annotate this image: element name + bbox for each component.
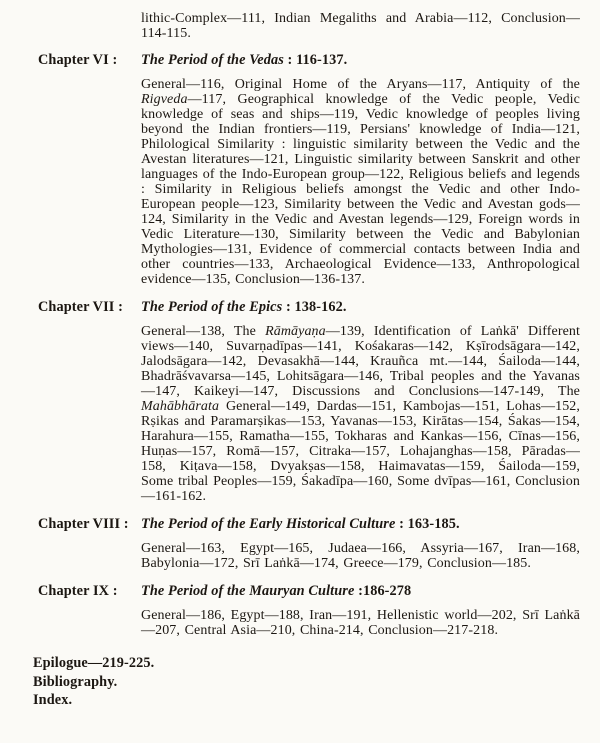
chapter-entry-viii bbox=[38, 516, 580, 571]
chapter-heading bbox=[38, 52, 580, 69]
chapter-title-line bbox=[141, 299, 347, 316]
chapter-pages: : 138-162. bbox=[282, 299, 347, 315]
chapter-summary: General—138, The Rāmāyaṇa—139, Identification of Laṅkā' Different views—140, Suvarṇadīpas—141, Kośakaras—142, Kṣīrodsāgara—142, Jalodsāgara—142, Devasakhā—144, Krauñca mt.—144, Śailoda—144, Bhadrāśvavarsa—145, Lohitsāgara—146, Tribal peoples and the Yavanas—147, Kaikeyi—147, Discussions and Conclusions—147-149, The Mahābhārata General—149, Dardas—151, Kambojas—151, Lohas—152, Rṣikas and Paramarṣikas—153, Yavanas—153, Kirātas—154, Śakas—154, Harahura—155, Ramatha—155, Tokharas and Kankas—156, Cīnas—156, Huṇas—157, Romā—157, Citraka—157, Lohajanghas—158, Pāradas—158, Kiṭava—158, Dvyakṣas—158, Haimavatas—159, Śailoda—159, Some tribal Peoples—159, Śakadīpa—160, Some dvīpas—161, Conclusion—161-162. bbox=[141, 324, 580, 504]
chapter-label: Chapter VI : bbox=[38, 52, 118, 68]
chapter-summary: General—116, Original Home of the Aryans—117, Antiquity of the Rigveda—117, Geographical knowledge of the Vedic people, Vedic knowledge of seas and ships—119, Vedic knowledge of peoples living beyond the Indian frontiers—119, Persians' knowledge of India—121, Philological Similarity : linguistic similarity between the Vedic and the Avestan literatures—121, Linguistic similarity between Sanskrit and other languages of the Indo-European group—122, Religious beliefs and legends : Similarity in Religious beliefs amongst the Vedic and other Indo-European people—123, Similarity between the Vedic and Avestan gods—124, Similarity in the Vedic and Avestan legends—129, Foreign words in Vedic Literature—130, Similarity between the Vedic and Babylonian Mythologies—131, Evidence of commercial contacts between India and other countries—133, Archaeological Evidence—133, Anthropological evidence—135, Conclusion—136-137. bbox=[141, 77, 580, 287]
chapter-title: The Period of the Epics bbox=[141, 299, 283, 315]
chapter-pages: :186-278 bbox=[354, 583, 412, 599]
index-line: Index. bbox=[33, 692, 73, 709]
chapter-title: The Period of the Mauryan Culture bbox=[141, 583, 355, 599]
chapter-title-line bbox=[141, 516, 460, 533]
chapter-title: The Period of the Vedas bbox=[141, 52, 284, 68]
continuation-paragraph: lithic-Complex—111, Indian Megaliths and Arabia—112, Conclusion—114-115. bbox=[141, 11, 580, 41]
epilogue-line: Epilogue—219-225. bbox=[33, 655, 155, 671]
chapter-label: Chapter IX : bbox=[38, 583, 118, 599]
chapter-pages: : 116-137. bbox=[283, 52, 348, 68]
chapter-label: Chapter VIII : bbox=[38, 516, 129, 532]
chapter-summary: General—186, Egypt—188, Iran—191, Hellenistic world—202, Srī Laṅkā—207, Central Asia—210, China-214, Conclusion—217-218. bbox=[141, 608, 580, 638]
chapter-entry-ix bbox=[38, 583, 580, 638]
chapter-entry-vii bbox=[38, 299, 580, 504]
chapter-title-line bbox=[141, 52, 347, 69]
chapter-heading bbox=[38, 516, 580, 533]
chapter-heading bbox=[38, 299, 580, 316]
bibliography-line: Bibliography. bbox=[33, 673, 118, 690]
chapter-entry-vi bbox=[38, 52, 580, 287]
chapter-pages: : 163-185. bbox=[395, 516, 460, 532]
chapter-title-line bbox=[141, 583, 411, 600]
chapter-summary: General—163, Egypt—165, Judaea—166, Assyria—167, Iran—168, Babylonia—172, Srī Laṅkā—174, Greece—179, Conclusion—185. bbox=[141, 541, 580, 571]
chapter-heading bbox=[38, 583, 580, 600]
chapter-label: Chapter VII : bbox=[38, 299, 123, 315]
chapter-title: The Period of the Early Historical Culture bbox=[141, 516, 396, 532]
backmatter-list bbox=[33, 654, 580, 710]
